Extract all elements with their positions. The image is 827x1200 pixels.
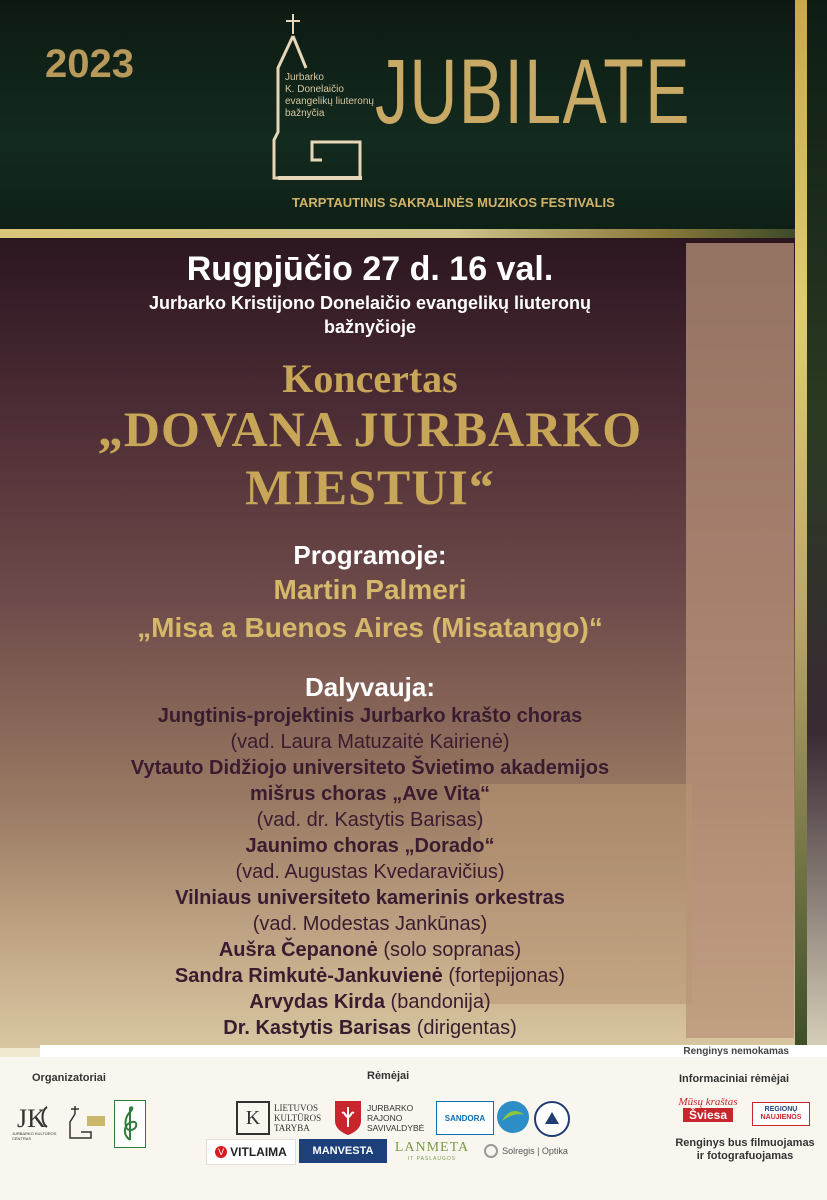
filming-note-line: ir fotografuojamas (696, 1150, 794, 1162)
participant-line: Arvydas Kirda (bandonija) (249, 991, 491, 1013)
media-logo-musu-sviesa (668, 1092, 748, 1126)
participant-line: Vytauto Didžiojo universiteto Švietimo akademijos (130, 757, 610, 779)
venue-line: Jurbarko Kristijono Donelaičio evangelikų liuteronų (148, 293, 592, 313)
sandora-text: SANDORA (444, 1113, 486, 1123)
program-composer: Martin Palmeri (273, 574, 467, 605)
church-name (285, 72, 380, 120)
round-emblem-sponsor-logo (534, 1101, 570, 1137)
jkc-logo-icon (17, 1103, 57, 1131)
festival-name: JUBILATE (375, 41, 691, 143)
manvesta-logo (299, 1139, 387, 1163)
participant-line: mišrus choras „Ave Vita“ (249, 783, 491, 805)
lkt-text: LIETUVOS KULTŪROS TARYBA (274, 1103, 322, 1133)
vitlaima-text: VITLAIMA (230, 1145, 287, 1159)
lkt-logo (236, 1099, 331, 1137)
participant-line: Aušra Čepanonė (solo sopranas) (218, 939, 522, 961)
filming-note-line: Renginys bus filmuojamas (675, 1137, 815, 1149)
concert-title-line: MIESTUI“ (245, 459, 495, 515)
solregis-icon (484, 1144, 498, 1158)
church-text-line: Jurbarko (285, 72, 324, 83)
participants-list (30, 703, 710, 1041)
event-type: Koncertas (282, 356, 458, 401)
participant-line: (vad. Laura Matuzaitė Kairienė) (230, 731, 510, 753)
lanmeta-sub-text: IT PASLAUGOS (407, 1156, 457, 1162)
manvesta-text: MANVESTA (312, 1145, 374, 1157)
jkc-logo (12, 1102, 62, 1142)
program-work: „Misa a Buenos Aires (Misatango)“ (137, 612, 603, 643)
participant-line: Jungtinis-projektinis Jurbarko krašto choras (157, 705, 583, 727)
lanmeta-text: LANMETA (394, 1140, 470, 1155)
church-text-line: K. Donelaičio (285, 84, 344, 95)
lanmeta-logo (392, 1138, 472, 1164)
participant-line: Jaunimo choras „Dorado“ (245, 835, 495, 857)
festival-subtitle: TARPTAUTINIS SAKRALINĖS MUZIKOS FESTIVALIS (292, 195, 615, 210)
vitlaima-logo (206, 1139, 296, 1165)
solregis-text: Solregis | Optika (502, 1146, 568, 1156)
emblem-icon (541, 1108, 563, 1130)
swoosh-icon (500, 1107, 526, 1127)
church-text-line: bažnyčia (285, 108, 325, 119)
info-sponsors-label: Informaciniai rėmėjai (679, 1073, 790, 1085)
musu-krastas-text: Mūsų kraštas (678, 1096, 738, 1108)
decor-gold-bar (795, 0, 807, 1045)
event-venue (30, 291, 710, 339)
concert-title (30, 400, 710, 516)
green-blue-sponsor-logo (497, 1101, 529, 1133)
participants-label: Dalyvauja: (304, 672, 436, 702)
festival-year: 2023 (45, 42, 134, 86)
filming-note (670, 1137, 820, 1163)
jrs-text: JURBARKO RAJONO SAVIVALDYBĖ (367, 1103, 425, 1133)
vitlaima-icon: V (215, 1146, 227, 1158)
church-small-icon (67, 1104, 107, 1140)
church-organizer-logo (64, 1102, 109, 1142)
coat-of-arms-icon (333, 1099, 363, 1137)
naujienos-text: NAUJIENOS (760, 1114, 802, 1121)
participant-line: (vad. Modestas Jankūnas) (252, 913, 488, 935)
concert-title-line: „DOVANA JURBARKO (97, 401, 643, 457)
sviesa-text: Šviesa (683, 1108, 733, 1122)
decor-dark-bar (807, 0, 827, 1048)
church-text-line: evangelikų liuteronų (285, 96, 374, 107)
svg-text:JK: JK (17, 1104, 46, 1131)
sponsors-label: Rėmėjai (367, 1070, 410, 1082)
regionu-naujienos-logo (752, 1102, 810, 1126)
solregis-logo (478, 1141, 574, 1161)
lkt-emblem-icon: K (236, 1101, 270, 1135)
event-date-time: Rugpjūčio 27 d. 16 val. (186, 250, 554, 288)
participant-line: Vilniaus universiteto kamerinis orkestras (175, 887, 565, 909)
jurbarkas-municipality-logo (333, 1097, 428, 1139)
program-label: Programoje: (293, 540, 447, 570)
clef-organizer-logo (114, 1100, 146, 1148)
free-entry-note: Renginys nemokamas (683, 1046, 789, 1057)
jkc-caption: JURBARKO KULTŪROS CENTRAS (12, 1131, 57, 1141)
venue-line: bažnyčioje (323, 317, 417, 337)
participant-line: Dr. Kastytis Barisas (dirigentas) (223, 1017, 517, 1039)
treble-clef-icon (118, 1104, 142, 1144)
organizers-label: Organizatoriai (32, 1072, 106, 1084)
gold-stripe (0, 229, 827, 238)
participant-line: (vad. dr. Kastytis Barisas) (256, 809, 484, 831)
participant-line: Sandra Rimkutė-Jankuvienė (fortepijonas) (174, 965, 566, 987)
regionu-text: REGIONŲ (764, 1106, 798, 1113)
participant-line: (vad. Augustas Kvedaravičius) (235, 861, 505, 883)
sandora-logo (436, 1101, 494, 1135)
